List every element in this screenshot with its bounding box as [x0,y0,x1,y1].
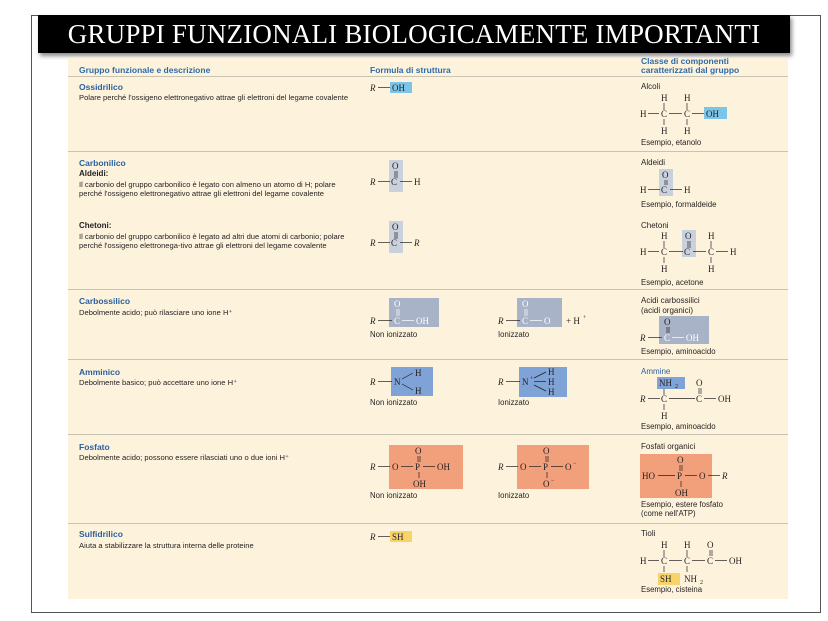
svg-text:OH: OH [686,333,699,343]
svg-text:C: C [707,556,714,566]
group-name-amminico: Amminico [79,367,121,377]
svg-text:O: O [565,462,572,472]
svg-text:C: C [391,238,398,248]
group-name-fosfato: Fosfato [79,442,110,452]
svg-text:H: H [661,231,668,241]
svg-text:R: R [370,316,376,326]
svg-text:2: 2 [700,580,703,586]
svg-text:OH: OH [729,556,742,566]
class-carbossilico-line2: (acidi organici) [641,306,694,315]
group-name-carbonilico: Carbonilico [79,158,126,168]
svg-text:−: − [573,461,577,467]
example-chetoni: Esempio, acetone [641,278,704,287]
row-divider [68,434,788,435]
class-fosfato: Fosfati organici [641,442,696,451]
svg-text:H: H [661,93,668,103]
svg-text:O: O [707,540,714,550]
class-ossidrilico: Alcoli [641,82,661,91]
class-carbossilico-line1: Acidi carbossilici [641,296,700,305]
carboxyl-ionized-formula [498,298,608,330]
svg-text:C: C [522,316,529,326]
svg-text:OH: OH [392,83,405,93]
subgroup-chetoni: Chetoni: [79,221,112,230]
svg-text:C: C [661,394,668,404]
svg-text:SH: SH [660,574,672,584]
svg-text:+: + [530,376,534,382]
row-divider [68,289,788,290]
class-amminico: Ammine [641,367,671,376]
caption-phosphate-ionized: Ionizzato [498,491,530,500]
svg-text:C: C [684,109,691,119]
svg-text:O: O [392,462,399,472]
phosphate-non-ionized-formula [370,445,470,491]
example-sulfidrilico: Esempio, cisteina [641,585,703,594]
svg-text:H: H [708,264,715,274]
ketone-formula [370,221,440,255]
caption-carboxyl-ionized: Ionizzato [498,330,530,339]
svg-text:OH: OH [416,316,429,326]
svg-text:O: O [664,317,671,327]
group-desc-ossidrilico: Polare perché l'ossigeno elettronegativo attrae gli elettroni del legame covalente [79,93,349,102]
svg-text:O: O [677,455,684,465]
amino-ionized-formula [498,367,578,397]
amino-non-ionized-formula [370,367,440,397]
svg-text:H: H [684,93,691,103]
svg-text:O: O [415,446,422,456]
svg-text:O: O [520,462,527,472]
svg-text:H: H [640,185,647,195]
cysteine-structure [640,539,750,587]
svg-text:P: P [415,462,421,472]
svg-text:2: 2 [675,384,678,390]
caption-amino-ionized: Ionizzato [498,398,530,407]
svg-text:NH: NH [659,378,672,388]
svg-text:C: C [394,316,401,326]
phosphate-ester-example [640,454,740,500]
svg-text:H: H [661,264,668,274]
caption-phosphate-non-ionized: Non ionizzato [370,491,418,500]
header-divider [68,76,788,77]
desc-aldeidi: Il carbonio del gruppo carbonilico è legato con almeno un atomo di H; polare perché l'ossigeno elettronegativo attrae gli elettroni del legame covalente [79,180,336,199]
group-desc-amminico: Debolmente basico; può accettare uno ione H⁺ [79,378,238,387]
svg-text:R: R [370,238,376,248]
svg-text:R: R [414,238,420,248]
svg-text:H: H [661,411,668,421]
svg-text:HO: HO [642,471,655,481]
svg-text:C: C [661,556,668,566]
caption-amino-non-ionized: Non ionizzato [370,398,418,407]
svg-text:O: O [394,299,401,309]
group-desc-sulfidrilico: Aiuta a stabilizzare la struttura interna delle proteine [79,541,254,550]
svg-text:C: C [661,185,668,195]
svg-text:O: O [543,479,550,489]
svg-text:R: R [498,316,504,326]
svg-text:NH: NH [684,574,697,584]
example-amminico: Esempio, aminoacido [641,422,716,431]
svg-text:C: C [391,177,398,187]
aldehyde-formula [370,160,440,194]
svg-text:P: P [543,462,549,472]
formaldehyde-structure [640,168,700,198]
svg-text:C: C [664,333,671,343]
svg-text:OH: OH [413,479,426,489]
svg-text:R: R [640,333,646,343]
row-divider [68,151,788,152]
example-fosfato-line1: Esempio, estere fosfato [641,500,723,509]
svg-text:R: R [640,394,646,404]
svg-text:C: C [661,247,668,257]
svg-text:OH: OH [437,462,450,472]
group-desc-carbossilico: Debolmente acido; può rilasciare uno ione H⁺ [79,308,233,317]
svg-text:O: O [685,231,692,241]
svg-text:C: C [708,247,715,257]
svg-text:OH: OH [718,394,731,404]
svg-text:N: N [522,377,529,387]
svg-text:C: C [661,109,668,119]
svg-text:R: R [370,377,376,387]
svg-text:H: H [640,556,647,566]
svg-text:R: R [370,462,376,472]
group-name-ossidrilico: Ossidrilico [79,82,123,92]
svg-text:R: R [498,462,504,472]
header-group: Gruppo funzionale e descrizione [79,65,211,75]
phosphate-ionized-formula [498,445,598,491]
svg-text:−: − [551,478,555,484]
svg-text:H: H [548,387,555,397]
svg-text:C: C [684,556,691,566]
hydroxyl-formula [370,80,430,96]
svg-text:O: O [543,446,550,456]
group-name-sulfidrilico: Sulfidrilico [79,529,123,539]
example-fosfato-line2: (come nell'ATP) [641,509,696,518]
svg-text:O: O [522,299,529,309]
svg-text:O: O [696,378,703,388]
class-chetoni: Chetoni [641,221,669,230]
svg-text:P: P [677,471,683,481]
example-ossidrilico: Esempio, etanolo [641,138,702,147]
class-sulfidrilico: Tioli [641,529,656,538]
svg-text:H: H [548,367,555,377]
svg-text:H: H [640,109,647,119]
header-formula: Formula di struttura [370,65,451,75]
svg-text:H: H [415,386,422,396]
caption-carboxyl-non-ionized: Non ionizzato [370,330,418,339]
svg-text:N: N [394,377,401,387]
svg-text:H: H [548,377,555,387]
svg-text:H: H [414,177,421,187]
svg-text:H: H [708,231,715,241]
svg-text:R: R [498,377,504,387]
row-divider [68,359,788,360]
class-aldeidi: Aldeidi [641,158,666,167]
subgroup-aldeidi: Aldeidi: [79,169,109,178]
header-class-line2: caratterizzati dal gruppo [641,65,740,75]
svg-text:O: O [392,222,399,232]
group-desc-fosfato: Debolmente acido; possono essere rilasciati uno o due ioni H⁺ [79,453,290,462]
carboxyl-non-ionized-formula [370,298,450,330]
svg-text:H: H [415,368,422,378]
svg-text:OH: OH [706,109,719,119]
svg-text:H: H [661,126,668,136]
svg-text:C: C [696,394,703,404]
functional-groups-table [68,58,788,599]
row-divider [68,523,788,524]
svg-text:+ H: + H [566,316,580,326]
svg-text:H: H [684,540,691,550]
svg-text:R: R [370,532,376,542]
svg-text:SH: SH [392,532,404,542]
svg-text:+: + [583,315,587,321]
amino-acid-carboxyl-example [640,316,720,346]
svg-text:O: O [392,161,399,171]
svg-text:H: H [684,185,691,195]
svg-text:H: H [730,247,737,257]
svg-text:OH: OH [675,488,688,498]
sulfhydryl-formula [370,529,430,545]
svg-text:R: R [370,177,376,187]
example-aldeidi: Esempio, formaldeide [641,200,717,209]
svg-text:R: R [722,471,728,481]
slide-title: GRUPPI FUNZIONALI BIOLOGICAMENTE IMPORTANTI [38,15,790,53]
svg-text:O: O [544,316,551,326]
example-carbossilico: Esempio, aminoacido [641,347,716,356]
amino-acid-amine-example [640,377,750,423]
group-name-carbossilico: Carbossilico [79,296,131,306]
svg-text:H: H [640,247,647,257]
svg-text:H: H [684,126,691,136]
svg-text:O: O [662,170,669,180]
acetone-structure [640,230,750,278]
header-class-line1: Classe di componenti [641,58,729,66]
ethanol-structure [640,92,750,140]
svg-text:O: O [699,471,706,481]
svg-text:C: C [684,247,691,257]
svg-text:H: H [661,540,668,550]
svg-text:R: R [370,83,376,93]
desc-chetoni: Il carbonio del gruppo carbonilico è legato ad altri due atomi di carbonio; polare perché l'ossigeno elettronega-tivo attrae gli elettroni del legame covalente [79,232,345,251]
